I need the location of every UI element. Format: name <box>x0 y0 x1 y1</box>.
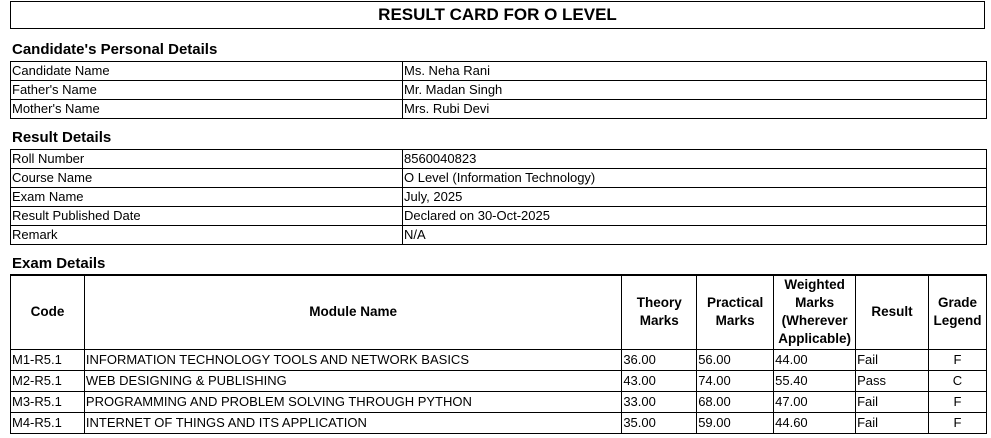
table-row <box>11 371 987 392</box>
cell-theory: 33.00 <box>622 392 697 413</box>
cell-weighted: 44.00 <box>774 350 856 371</box>
table-row <box>11 207 987 226</box>
cell-theory: 43.00 <box>622 371 697 392</box>
header-theory-marks: Theory Marks <box>622 275 697 350</box>
header-grade-legend: Grade Legend <box>928 275 986 350</box>
row-value: Mrs. Rubi Devi <box>403 100 987 119</box>
row-label: Roll Number <box>11 150 403 169</box>
table-row <box>11 413 987 434</box>
row-value: Mr. Madan Singh <box>403 81 987 100</box>
row-value: Declared on 30-Oct-2025 <box>403 207 987 226</box>
cell-practical: 56.00 <box>697 350 774 371</box>
cell-result: Fail <box>856 392 929 413</box>
table-row <box>11 188 987 207</box>
cell-module: INFORMATION TECHNOLOGY TOOLS AND NETWORK BASICS <box>84 350 621 371</box>
cell-theory: 35.00 <box>622 413 697 434</box>
personal-details-table <box>10 61 987 119</box>
cell-code: M2-R5.1 <box>11 371 85 392</box>
row-value: O Level (Information Technology) <box>403 169 987 188</box>
cell-code: M4-R5.1 <box>11 413 85 434</box>
result-details-heading: Result Details <box>12 129 112 146</box>
table-row <box>11 150 987 169</box>
table-row <box>11 62 987 81</box>
row-value: N/A <box>403 226 987 245</box>
row-label: Father's Name <box>11 81 403 100</box>
row-value: July, 2025 <box>403 188 987 207</box>
cell-module: WEB DESIGNING & PUBLISHING <box>84 371 621 392</box>
row-label: Exam Name <box>11 188 403 207</box>
result-details-table <box>10 149 987 245</box>
exam-details-heading: Exam Details <box>12 255 106 272</box>
personal-details-heading: Candidate's Personal Details <box>12 41 218 58</box>
table-row <box>11 350 987 371</box>
cell-module: INTERNET OF THINGS AND ITS APPLICATION <box>84 413 621 434</box>
cell-practical: 59.00 <box>697 413 774 434</box>
cell-code: M1-R5.1 <box>11 350 85 371</box>
row-label: Remark <box>11 226 403 245</box>
cell-grade: F <box>928 413 986 434</box>
header-weighted-marks: Weighted Marks (Wherever Applicable) <box>774 275 856 350</box>
cell-grade: F <box>928 392 986 413</box>
table-row <box>11 81 987 100</box>
row-label: Candidate Name <box>11 62 403 81</box>
cell-practical: 68.00 <box>697 392 774 413</box>
row-label: Mother's Name <box>11 100 403 119</box>
row-label: Course Name <box>11 169 403 188</box>
cell-practical: 74.00 <box>697 371 774 392</box>
header-practical-marks: Practical Marks <box>697 275 774 350</box>
cell-weighted: 47.00 <box>774 392 856 413</box>
table-row <box>11 226 987 245</box>
row-value: Ms. Neha Rani <box>403 62 987 81</box>
header-code: Code <box>11 275 85 350</box>
cell-grade: C <box>928 371 986 392</box>
exam-table-top-border <box>10 274 987 276</box>
title-text: RESULT CARD FOR O LEVEL <box>378 5 617 24</box>
header-result: Result <box>856 275 929 350</box>
cell-result: Pass <box>856 371 929 392</box>
row-value: 8560040823 <box>403 150 987 169</box>
cell-result: Fail <box>856 350 929 371</box>
cell-weighted: 44.60 <box>774 413 856 434</box>
exam-header-row <box>11 275 987 350</box>
cell-theory: 36.00 <box>622 350 697 371</box>
table-row <box>11 169 987 188</box>
cell-module: PROGRAMMING AND PROBLEM SOLVING THROUGH PYTHON <box>84 392 621 413</box>
row-label: Result Published Date <box>11 207 403 226</box>
cell-grade: F <box>928 350 986 371</box>
cell-result: Fail <box>856 413 929 434</box>
table-row <box>11 392 987 413</box>
cell-weighted: 55.40 <box>774 371 856 392</box>
table-row <box>11 100 987 119</box>
result-card-title <box>10 1 985 29</box>
cell-code: M3-R5.1 <box>11 392 85 413</box>
header-module-name: Module Name <box>84 275 621 350</box>
exam-details-table <box>10 274 987 434</box>
